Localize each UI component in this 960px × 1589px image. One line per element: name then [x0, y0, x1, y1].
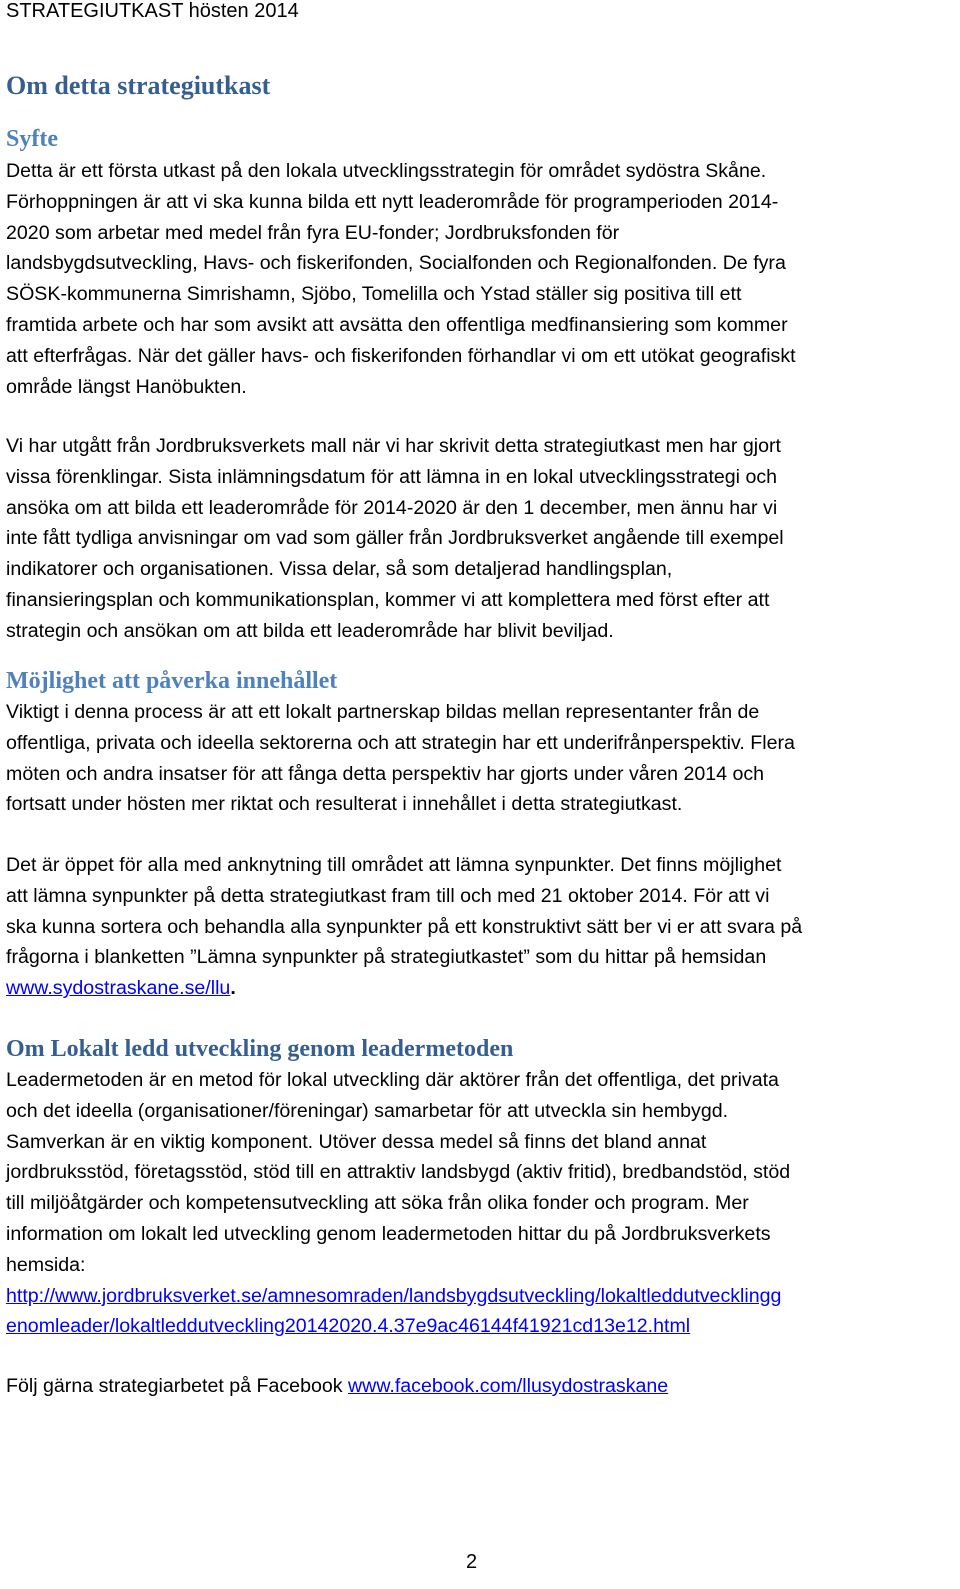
paragraph-syfte-1 [6, 156, 956, 402]
paragraph-syfte-2 [6, 431, 956, 647]
running-header: STRATEGIUTKAST hösten 2014 [6, 0, 299, 22]
document-title: Om detta strategiutkast [6, 71, 271, 100]
paragraph-mojlighet-2 [6, 850, 956, 1004]
paragraph-leader [6, 1065, 956, 1342]
text-line: Leadermetoden är en metod för lokal utveckling där aktörer från det offentliga, det privata [6, 1069, 779, 1091]
text-line: Viktigt i denna process är att ett lokalt partnerskap bildas mellan representanter från de [6, 701, 760, 723]
text-line: landsbygdsutveckling, Havs- och fiskerifonden, Socialfonden och Regionalfonden. De fyra [6, 252, 786, 275]
text-line: Samverkan är en viktig komponent. Utöver dessa medel så finns det bland annat [6, 1130, 707, 1153]
text-line: hemsida: [6, 1253, 86, 1276]
page-number: 2 [466, 1551, 478, 1573]
text-line: fortsatt under hösten mer riktat och resulterat i innehållet i detta strategiutkast. [6, 793, 683, 816]
text-line: att efterfrågas. När det gäller havs- och fiskerifonden förhandlar vi om ett utökat geografiskt [6, 344, 796, 367]
paragraph-facebook [6, 1371, 956, 1402]
text-line-with-link [6, 973, 956, 1004]
text-line: offentliga, privata och ideella sektorerna och att strategin har ett underifrånperspektiv. Flera [6, 731, 795, 754]
text-line: vissa förenklingar. Sista inlämningsdatum för att lämna in en lokal utvecklingsstrategi och [6, 465, 778, 488]
facebook-link[interactable]: www.facebook.com/llusydostraskane [348, 1375, 669, 1397]
text-line: jordbruksstöd, företagsstöd, stöd till en attraktiv landsbygd (aktiv fritid), bredbandstöd, stöd [6, 1161, 791, 1184]
heading-mojlighet: Möjlighet att påverka innehållet [6, 668, 338, 694]
text-line: Vi har utgått från Jordbruksverkets mall när vi har skrivit detta strategiutkast men har gjort [6, 435, 782, 457]
heading-leader: Om Lokalt ledd utveckling genom leadermetoden [6, 1036, 514, 1062]
text-line: möten och andra insatser för att fånga detta perspektiv har gjorts under våren 2014 och [6, 762, 765, 785]
text-line: område längst Hanöbukten. [6, 375, 247, 398]
facebook-text: Följ gärna strategiarbetet på Facebook [6, 1375, 349, 1397]
text-line: ska kunna sortera och behandla alla synpunkter på ett konstruktivt sätt ber vi er att svara på [6, 915, 803, 938]
text-line: framtida arbete och har som avsikt att avsätta den offentliga medfinansiering som kommer [6, 313, 788, 336]
heading-syfte: Syfte [6, 126, 58, 152]
text-line: att lämna synpunkter på detta strategiutkast fram till och med 21 oktober 2014. För att vi [6, 884, 770, 907]
text-line: Det är öppet för alla med anknytning till området att lämna synpunkter. Det finns möjlighet [6, 854, 782, 876]
text-line: 2020 som arbetar med medel från fyra EU-fonder; Jordbruksfonden för [6, 221, 620, 244]
text-line: finansieringsplan och kommunikationsplan, kommer vi att komplettera med först efter att [6, 588, 770, 611]
jordbruksverket-link-line-2[interactable]: enomleader/lokaltleddutveckling20142020.4.37e9ac46144f41921cd13e12.html [6, 1315, 691, 1338]
jordbruksverket-link-line-1[interactable]: http://www.jordbruksverket.se/amnesomraden/landsbygdsutveckling/lokaltleddutvecklingg [6, 1284, 782, 1307]
text-line: till miljöåtgärder och kompetensutveckling att söka från olika fonder och program. Mer [6, 1192, 749, 1215]
text-line: frågorna i blanketten ”Lämna synpunkter på strategiutkastet” som du hittar på hemsidan [6, 946, 767, 969]
link-suffix: . [230, 977, 236, 1000]
sydostraskane-link[interactable]: www.sydostraskane.se/llu [6, 977, 231, 1000]
text-line: indikatorer och organisationen. Vissa delar, så som detaljerad handlingsplan, [6, 558, 673, 581]
paragraph-mojlighet-1 [6, 697, 956, 820]
text-line: och det ideella (organisationer/föreningar) samarbetar för att utveckla sin hembygd. [6, 1099, 729, 1122]
text-line: strategin och ansökan om att bilda ett leaderområde har blivit beviljad. [6, 619, 614, 642]
text-line: inte fått tydliga anvisningar om vad som gäller från Jordbruksverket angående till exempel [6, 527, 784, 550]
text-line: Förhoppningen är att vi ska kunna bilda ett nytt leaderområde för programperioden 2014- [6, 190, 779, 213]
text-line: ansöka om att bilda ett leaderområde för 2014-2020 är den 1 december, men ännu har vi [6, 496, 778, 519]
text-line: Detta är ett första utkast på den lokala utvecklingsstrategin för området sydöstra Skåne. [6, 160, 767, 182]
text-line: SÖSK-kommunerna Simrishamn, Sjöbo, Tomelilla och Ystad ställer sig positiva till ett [6, 283, 742, 306]
text-line: information om lokalt led utveckling genom leadermetoden hittar du på Jordbruksverkets [6, 1222, 771, 1245]
